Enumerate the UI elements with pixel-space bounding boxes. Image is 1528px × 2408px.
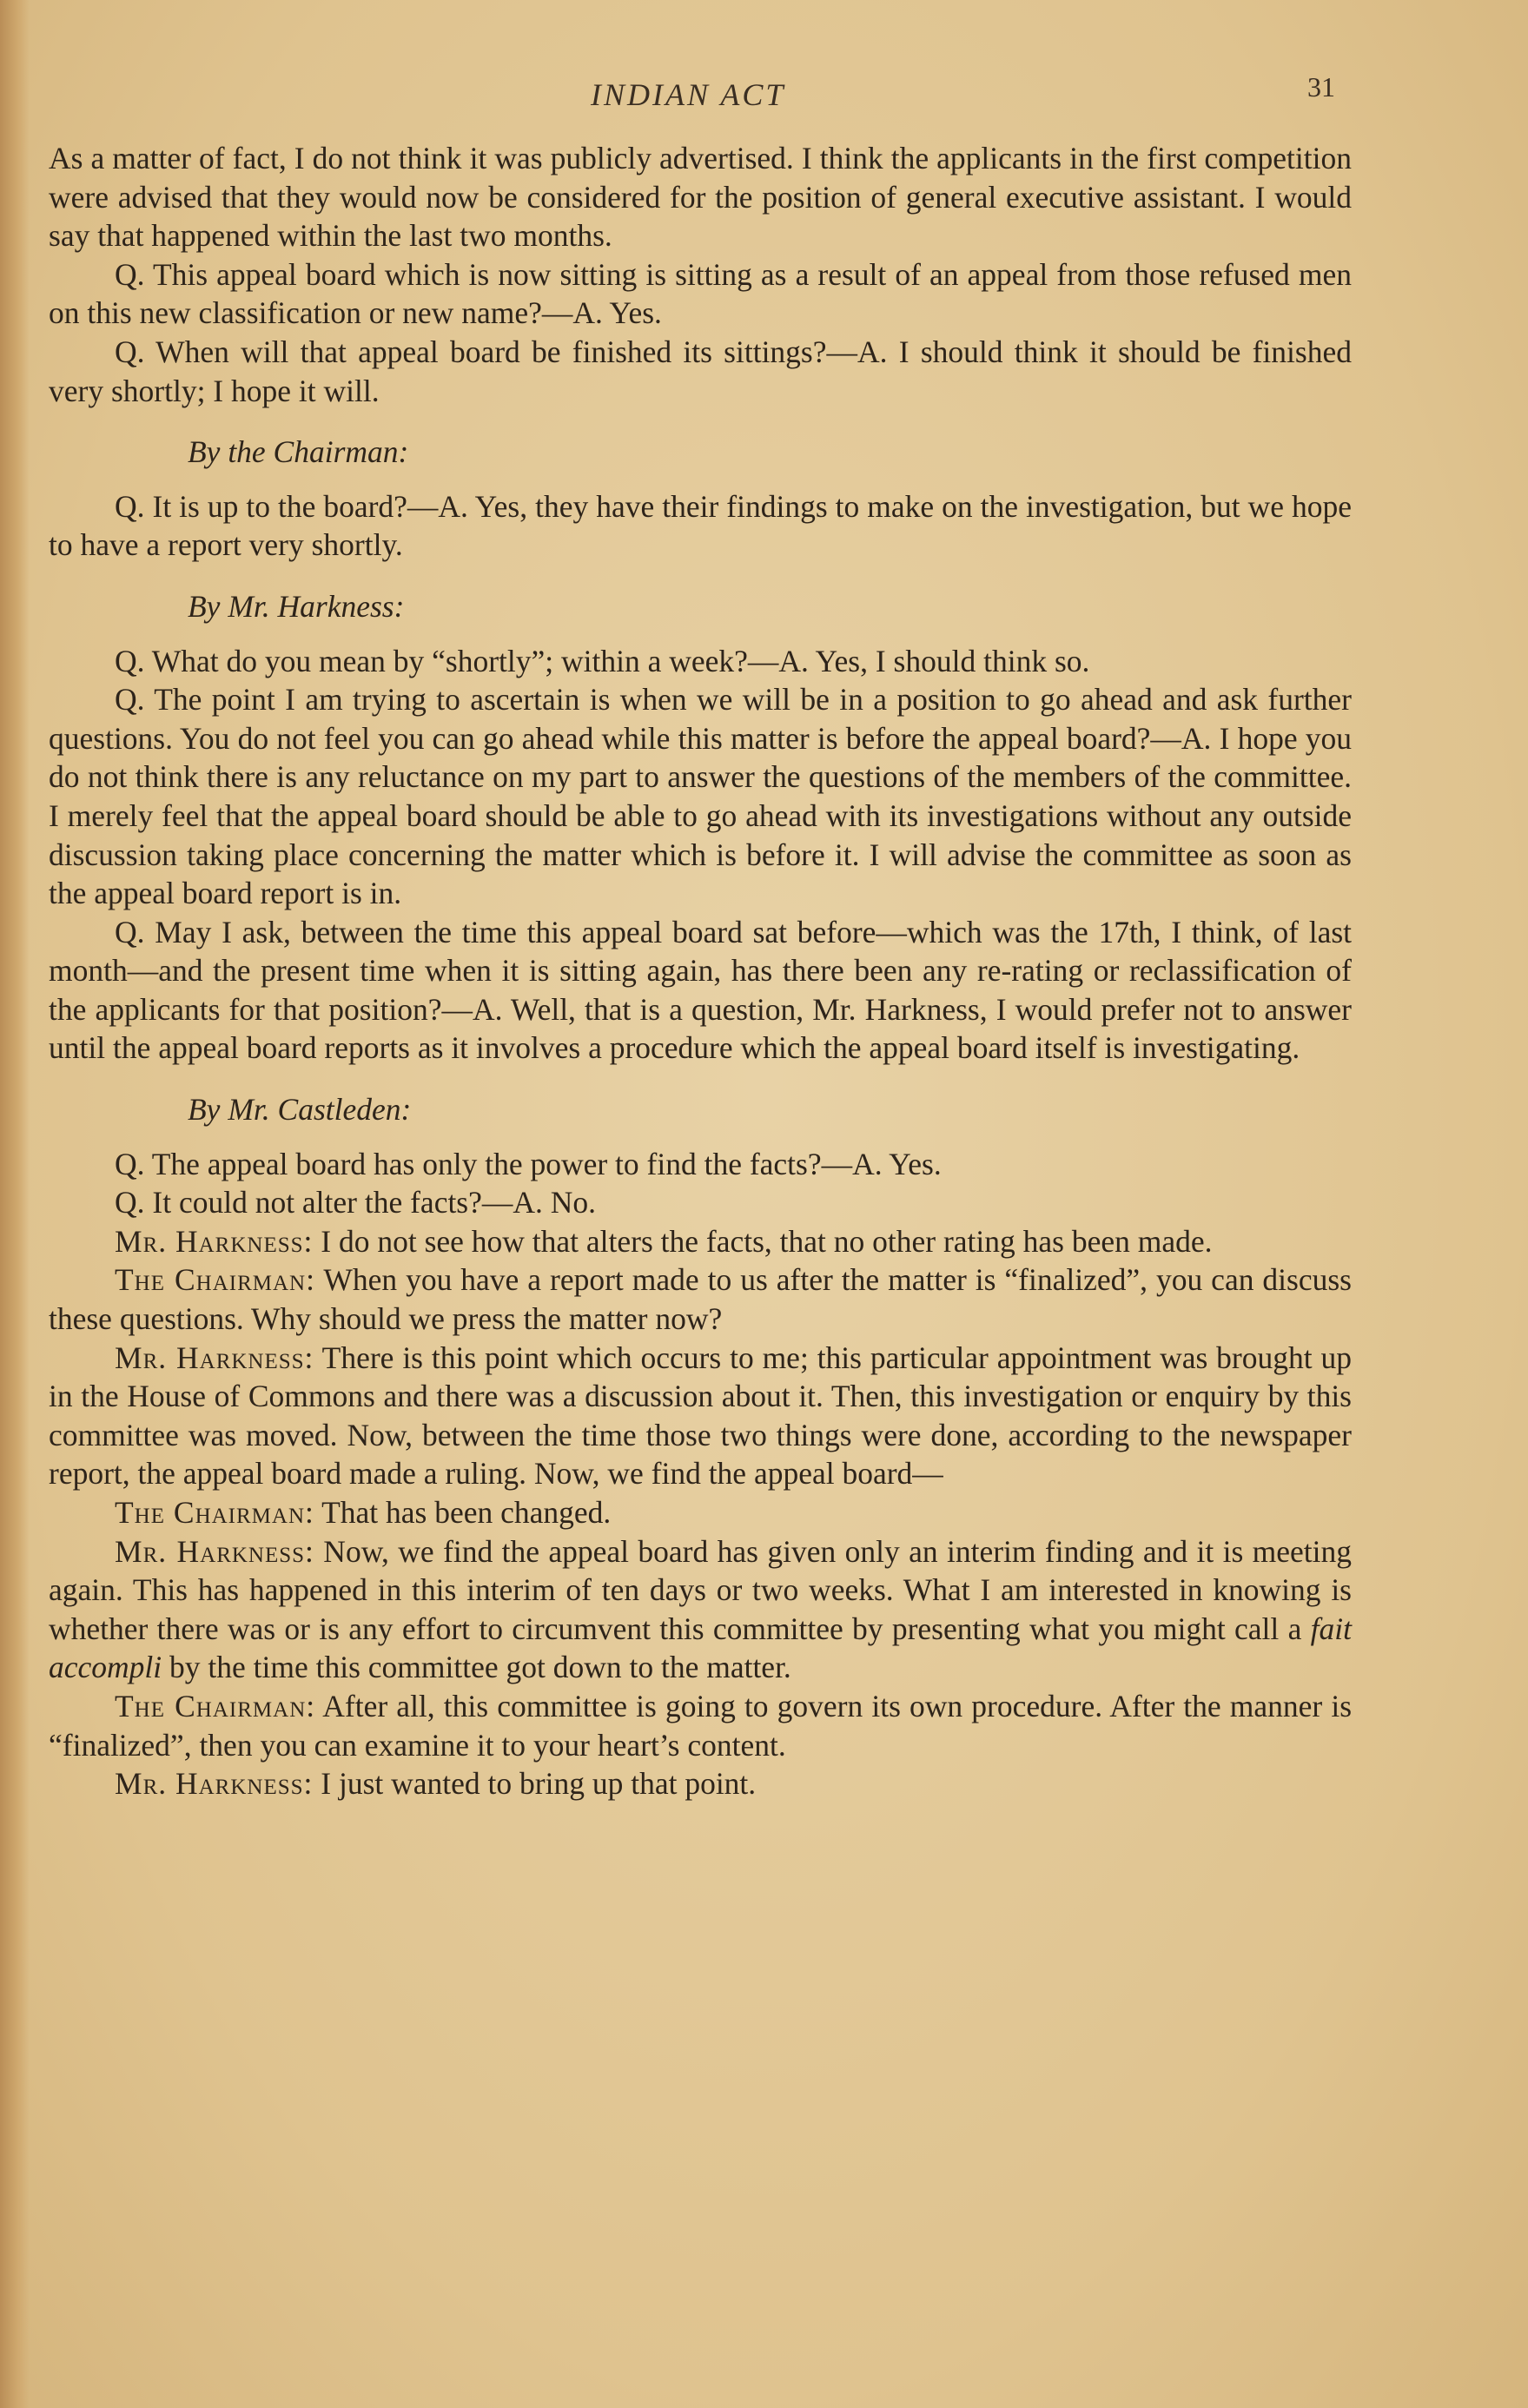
italic-phrase: fait accompli: [49, 1611, 1352, 1685]
speaker-name: Mr. Harkness:: [115, 1533, 314, 1569]
speech-text: That has been changed.: [314, 1495, 612, 1530]
speech-text: There is this point which occurs to me; this particular appointment was brought up in the House of Commons and there was a discussion about it. Then, this investigation or enquiry by this committee was moved. Now, between the time those two things were done, according to the newspaper report, the appeal board made a ruling. Now, we find the appeal board—: [49, 1340, 1353, 1492]
speaker-name: The Chairman:: [115, 1495, 314, 1530]
page-body: [49, 139, 1352, 1803]
speech-text: Now, we find the appeal board has given only an interim finding and it is meeting again. This has happened in this interim of ten days or two weeks. What I am interested in knowing is whether there was or is any effort to circumvent this committee by presenting what you might call a: [49, 1533, 1353, 1646]
question-answer: Q. May I ask, between the time this appeal board sat before—which was the 17th, I think, of last month—and the present time when it is sitting again, has there been any re-rating or reclassification of the applicants for that position?—A. Well, that is a question, Mr. Harkness, I would prefer not to answer until the appeal board reports as it involves a procedure which the appeal board itself is investigating.: [49, 914, 1352, 1066]
speech-paragraph: [49, 1339, 1352, 1493]
speech-paragraph: [49, 1260, 1352, 1338]
running-title: INDIAN ACT: [591, 77, 786, 112]
speech-paragraph: [49, 1687, 1352, 1764]
speech-paragraph: [49, 1493, 1352, 1532]
speaker-name: Mr. Harkness:: [115, 1340, 314, 1375]
question-answer: Q. It is up to the board?—A. Yes, they have their findings to make on the investigation, but we hope to have a report very shortly.: [49, 488, 1352, 563]
section-heading: By Mr. Castleden:: [188, 1092, 412, 1128]
speech-paragraph: [49, 1764, 1352, 1803]
question-answer: Q. When will that appeal board be finished its sittings?—A. I should think it should be finished very shortly; I hope it will.: [49, 334, 1352, 408]
question-answer: Q. This appeal board which is now sitting is sitting as a result of an appeal from those refused men on this new classification or new name?—A. Yes.: [49, 256, 1352, 331]
speech-paragraph: [49, 1222, 1352, 1261]
question-answer: Q. The appeal board has only the power to find the facts?—A. Yes.: [115, 1146, 942, 1181]
question-answer: Q. The point I am trying to ascertain is when we will be in a position to go ahead and ask further questions. You do not feel you can go ahead while this matter is before the appeal board?—A. I hope you do not think there is any reluctance on my part to answer the questions of the members of the committee. I merely feel that the appeal board should be able to go ahead with its investigations without any outside discussion taking place concerning the matter which is before it. I will advise the committee as soon as the appeal board report is in.: [49, 682, 1352, 911]
speech-text: I do not see how that alters the facts, that no other rating has been made.: [313, 1223, 1213, 1259]
speaker-name: The Chairman:: [115, 1262, 315, 1298]
speaker-name: Mr. Harkness:: [115, 1766, 314, 1802]
section-heading: By the Chairman:: [188, 434, 409, 470]
section-heading: By Mr. Harkness:: [188, 588, 405, 624]
paragraph: As a matter of fact, I do not think it was publicly advertised. I think the applicants in the first competition were advised that they would now be considered for the position of general executive assistant. I would say that happened within the last two months.: [49, 141, 1352, 254]
speech-text: by the time this committee got down to the matter.: [162, 1650, 791, 1685]
page-spine-shadow: [0, 0, 30, 2408]
question-answer: Q. What do you mean by “shortly”; within a week?—A. Yes, I should think so.: [115, 643, 1090, 678]
page-header: [0, 71, 1528, 120]
page-number: 31: [1307, 71, 1335, 103]
speech-text: I just wanted to bring up that point.: [313, 1766, 757, 1802]
speaker-name: Mr. Harkness:: [115, 1223, 314, 1259]
speech-paragraph: [49, 1532, 1352, 1687]
speaker-name: The Chairman:: [115, 1688, 316, 1723]
speech-text: After all, this committee is going to govern its own procedure. After the manner is “finalized”, then you can examine it to your heart’s content.: [49, 1688, 1353, 1763]
speech-text: When you have a report made to us after the matter is “finalized”, you can discuss these questions. Why should we press the matter now?: [49, 1262, 1352, 1337]
question-answer: Q. It could not alter the facts?—A. No.: [115, 1185, 597, 1221]
